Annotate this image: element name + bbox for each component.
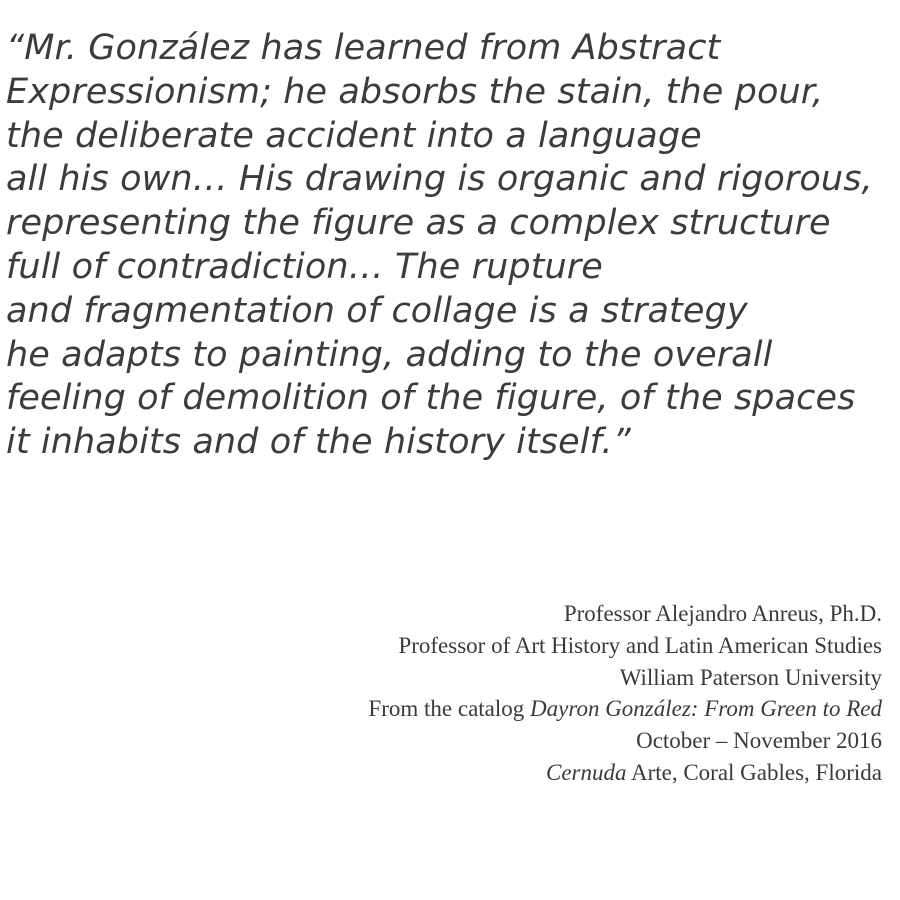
attribution-block xyxy=(182,598,882,789)
venue-name-rest: Arte, Coral Gables, Florida xyxy=(626,759,882,785)
catalog-prefix: From the catalog xyxy=(368,696,531,722)
quote-block xyxy=(6,27,900,465)
quote-line: he adapts to painting, adding to the overall xyxy=(6,334,773,375)
quote-line: it inhabits and of the history itself.” xyxy=(6,422,631,463)
quote-line: the deliberate accident into a language xyxy=(6,115,702,156)
quote-line: feeling of demolition of the figure, of the spaces xyxy=(6,378,856,419)
catalog-reference xyxy=(182,693,882,725)
quote-line: all his own… His drawing is organic and rigorous, xyxy=(6,159,873,200)
author-institution: William Paterson University xyxy=(619,664,882,690)
quote-line: Expressionism; he absorbs the stain, the pour, xyxy=(6,71,824,112)
quote-line: representing the figure as a complex structure xyxy=(6,203,831,244)
quote-line: full of contradiction… The rupture xyxy=(6,246,603,287)
author-position: Professor of Art History and Latin American Studies xyxy=(398,632,882,658)
quote-line: and fragmentation of collage is a strategy xyxy=(6,290,748,331)
exhibition-dates: October – November 2016 xyxy=(636,728,882,754)
author-name: Professor Alejandro Anreus, Ph.D. xyxy=(563,601,882,626)
catalog-title: Dayron González: From Green to Red xyxy=(530,696,882,722)
exhibition-venue xyxy=(182,757,882,789)
quote-line: “Mr. González has learned from Abstract xyxy=(6,28,721,68)
venue-name-italic: Cernuda xyxy=(545,759,627,785)
